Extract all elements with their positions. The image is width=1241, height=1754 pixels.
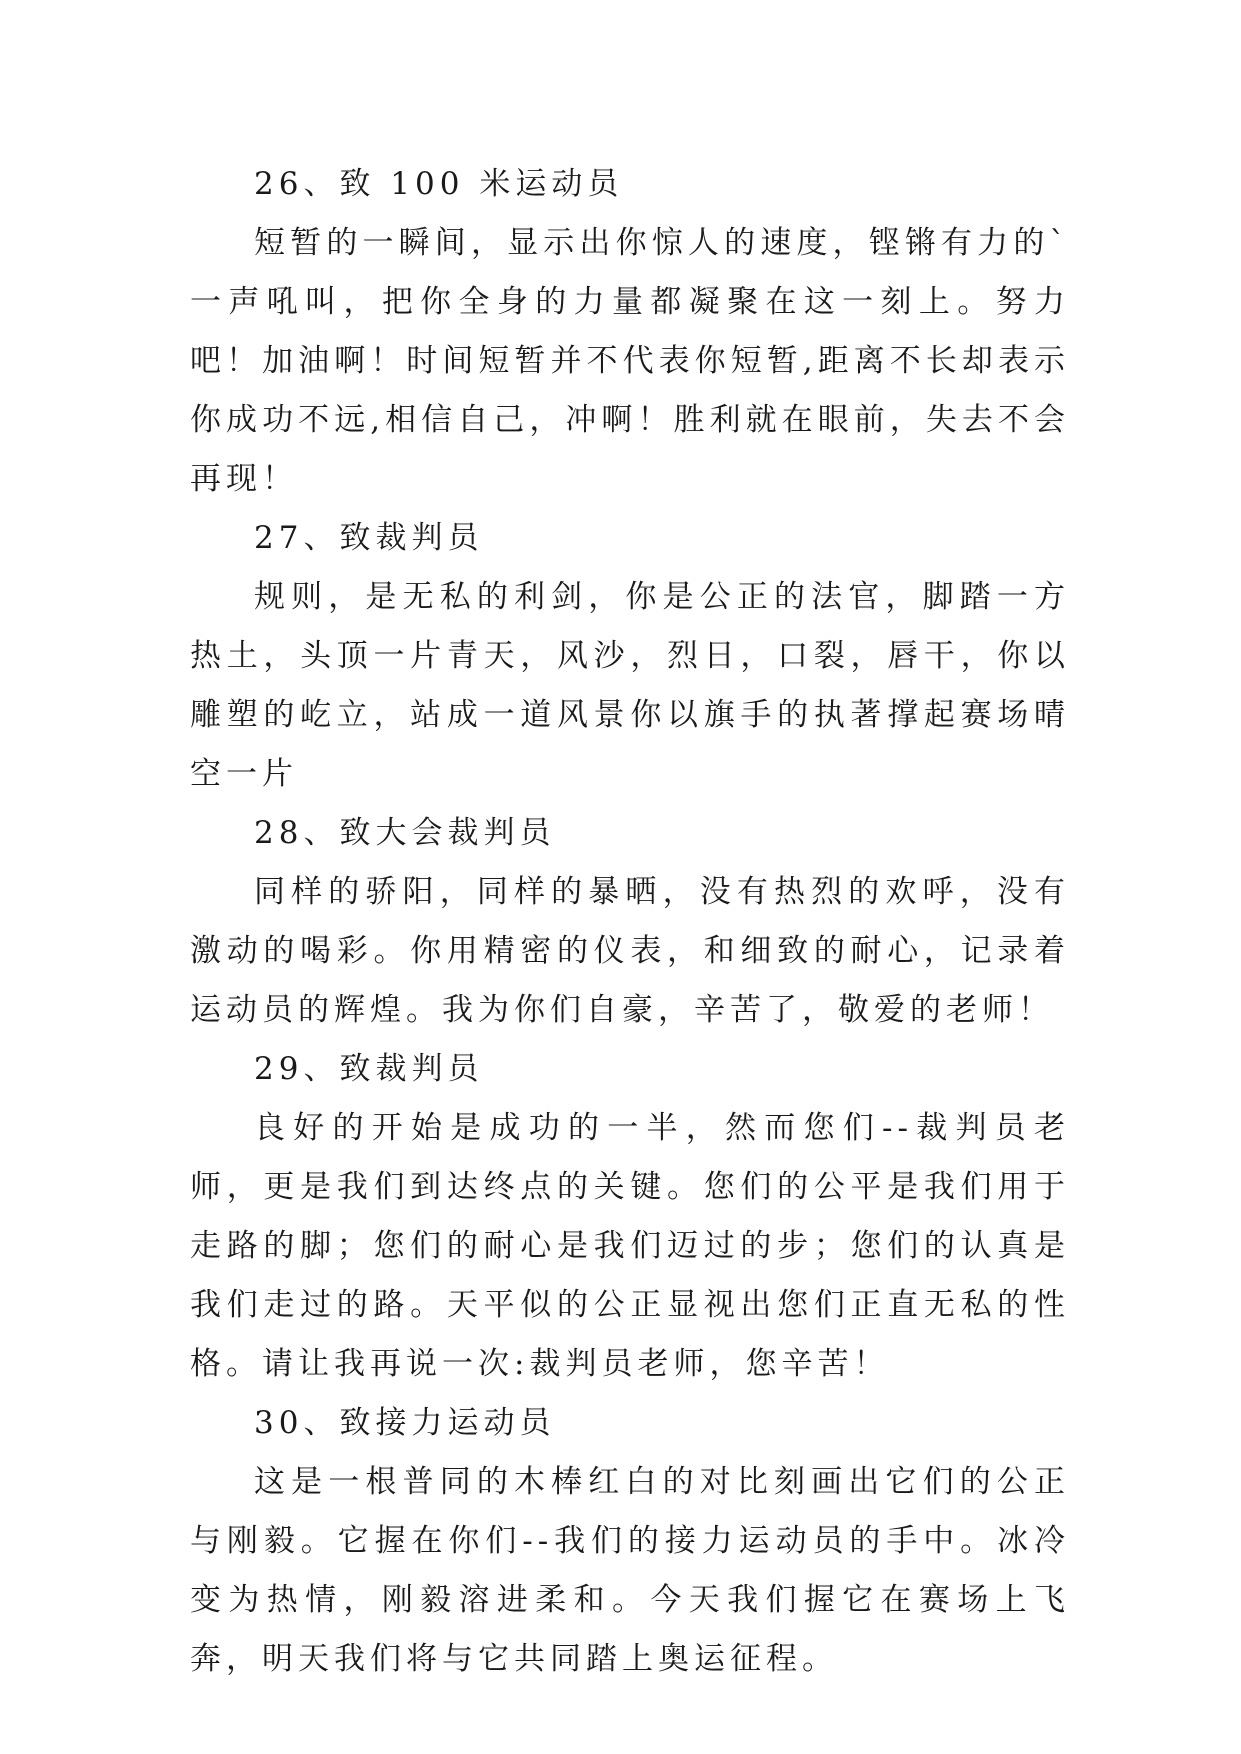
section-26 [190,155,1070,509]
section-heading: 27、致裁判员 [254,520,484,556]
section-paragraph: 这是一根普同的木棒红白的对比刻画出它们的公正与刚毅。它握在你们--我们的接力运动员的手中。冰冷变为热情，刚毅溶进柔和。今天我们握它在赛场上飞奔，明天我们将与它共同踏上奥运征程。 [190,1464,1070,1677]
section-paragraph: 良好的开始是成功的一半，然而您们--裁判员老师，更是我们到达终点的关键。您们的公平是我们用于走路的脚；您们的耐心是我们迈过的步；您们的认真是我们走过的路。天平似的公正显视出您们正直无私的性格。请让我再说一次:裁判员老师，您辛苦！ [190,1110,1070,1382]
section-29 [190,1040,1070,1394]
section-heading: 26、致 100 米运动员 [254,166,624,202]
section-paragraph: 规则，是无私的利剑，你是公正的法官，脚踏一方热土，头顶一片青天，风沙，烈日，口裂，唇干，你以雕塑的屹立，站成一道风景你以旗手的执著撑起赛场晴空一片 [190,579,1070,792]
section-paragraph: 同样的骄阳，同样的暴晒，没有热烈的欢呼，没有激动的喝彩。你用精密的仪表，和细致的耐心，记录着运动员的辉煌。我为你们自豪，辛苦了，敬爱的老师！ [190,874,1070,1028]
section-heading: 28、致大会裁判员 [254,815,556,851]
section-27 [190,509,1070,804]
section-heading: 30、致接力运动员 [254,1405,556,1441]
section-28 [190,804,1070,1040]
section-30 [190,1394,1070,1689]
section-paragraph: 短暂的一瞬间，显示出你惊人的速度，铿锵有力的`一声吼叫，把你全身的力量都凝聚在这一刻上。努力吧！加油啊！时间短暂并不代表你短暂,距离不长却表示你成功不远,相信自己，冲啊！胜利就在眼前，失去不会再现！ [190,225,1070,497]
section-heading: 29、致裁判员 [254,1051,484,1087]
document-body [190,155,1070,1689]
